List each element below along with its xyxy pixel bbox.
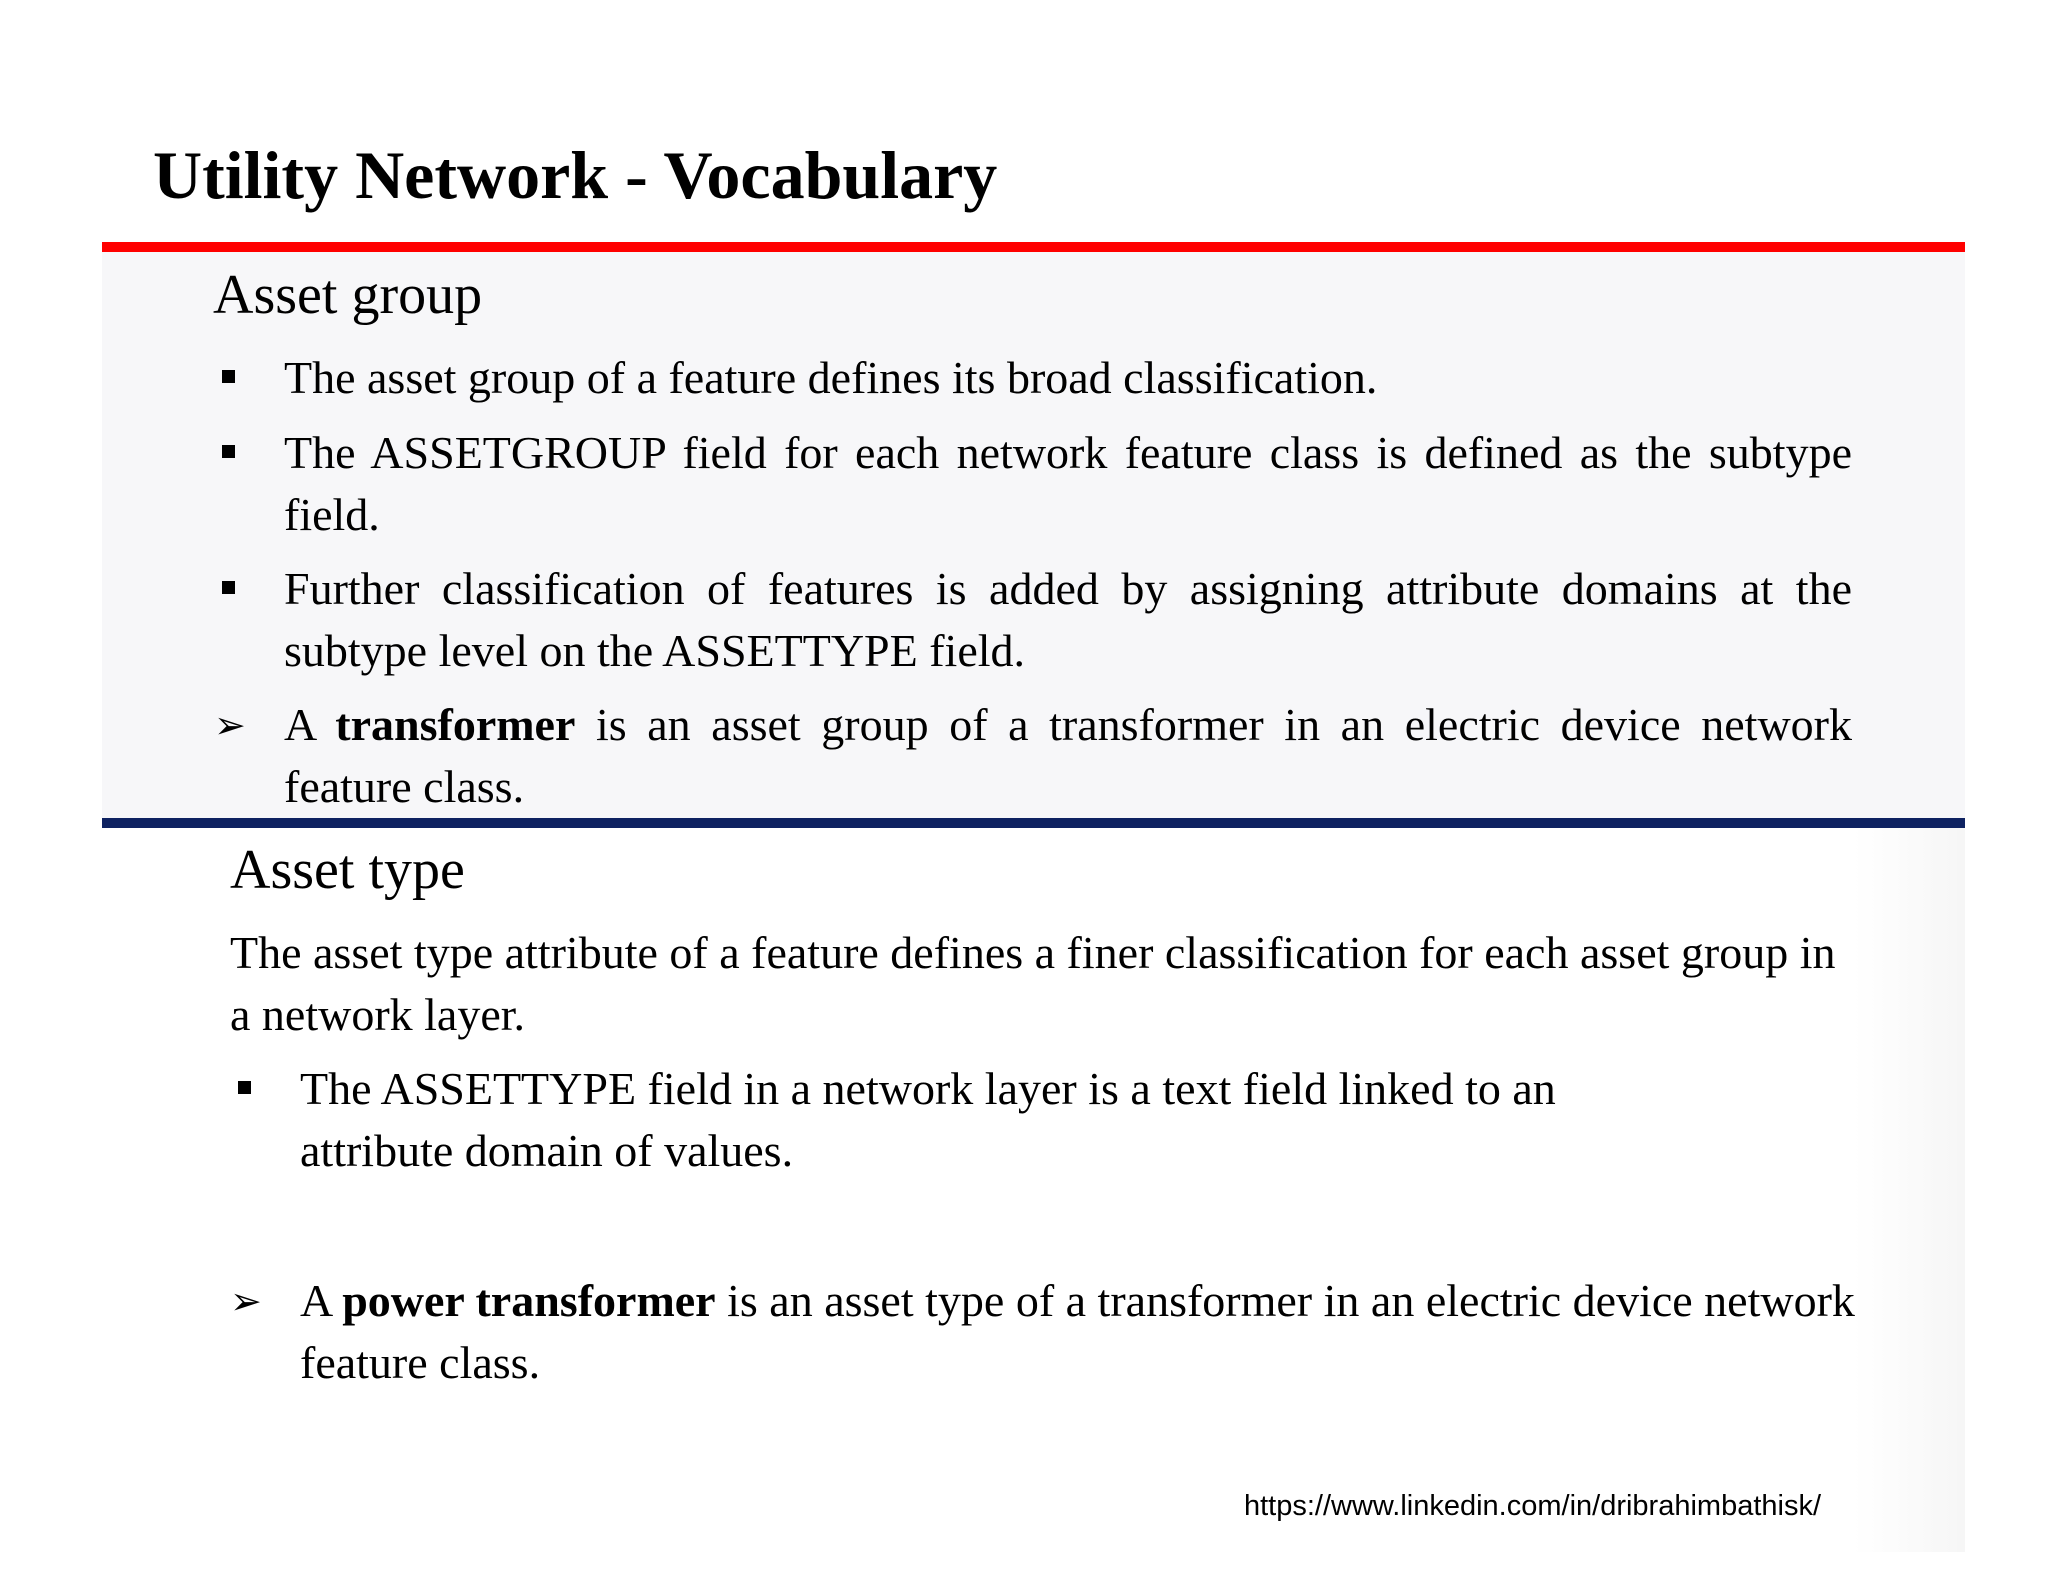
bullet-text: Further classification of features is added by assigning attribute domains at the subtype level on the ASSETTYPE field. bbox=[284, 563, 1852, 676]
bullet-text: The ASSETTYPE field in a network layer is a text field linked to an attribute domain of values. bbox=[300, 1063, 1556, 1176]
example-term: transformer bbox=[335, 699, 576, 750]
asset-type-heading: Asset type bbox=[230, 839, 465, 901]
list-item bbox=[300, 1058, 1900, 1182]
example-text: A transformer is an asset group of a transformer in an electric device network feature class. bbox=[284, 699, 1852, 812]
asset-type-paragraph: The asset type attribute of a feature defines a finer classification for each asset group in a network layer. bbox=[230, 927, 1836, 1040]
list-item bbox=[284, 347, 1852, 409]
linkedin-link[interactable]: https://www.linkedin.com/in/dribrahimbathisk/ bbox=[1244, 1490, 1822, 1522]
example-item: ➢ A power transformer is an asset type of a transformer in an electric device network feature class. bbox=[300, 1270, 1900, 1394]
list-item bbox=[284, 558, 1852, 682]
example-text: A power transformer is an asset type of a transformer in an electric device network feature class. bbox=[300, 1275, 1855, 1388]
example-item: ➢ A transformer is an asset group of a transformer in an electric device network feature class. bbox=[284, 694, 1852, 818]
bullet-text: The asset group of a feature defines its broad classification. bbox=[284, 352, 1378, 403]
title-divider bbox=[102, 242, 1965, 252]
bullet-text: The ASSETGROUP field for each network feature class is defined as the subtype field. bbox=[284, 427, 1852, 540]
asset-group-heading: Asset group bbox=[213, 264, 483, 326]
section-divider bbox=[102, 818, 1965, 828]
list-item bbox=[284, 422, 1852, 546]
example-term: power transformer bbox=[342, 1275, 716, 1326]
slide-title: Utility Network - Vocabulary bbox=[153, 137, 998, 213]
